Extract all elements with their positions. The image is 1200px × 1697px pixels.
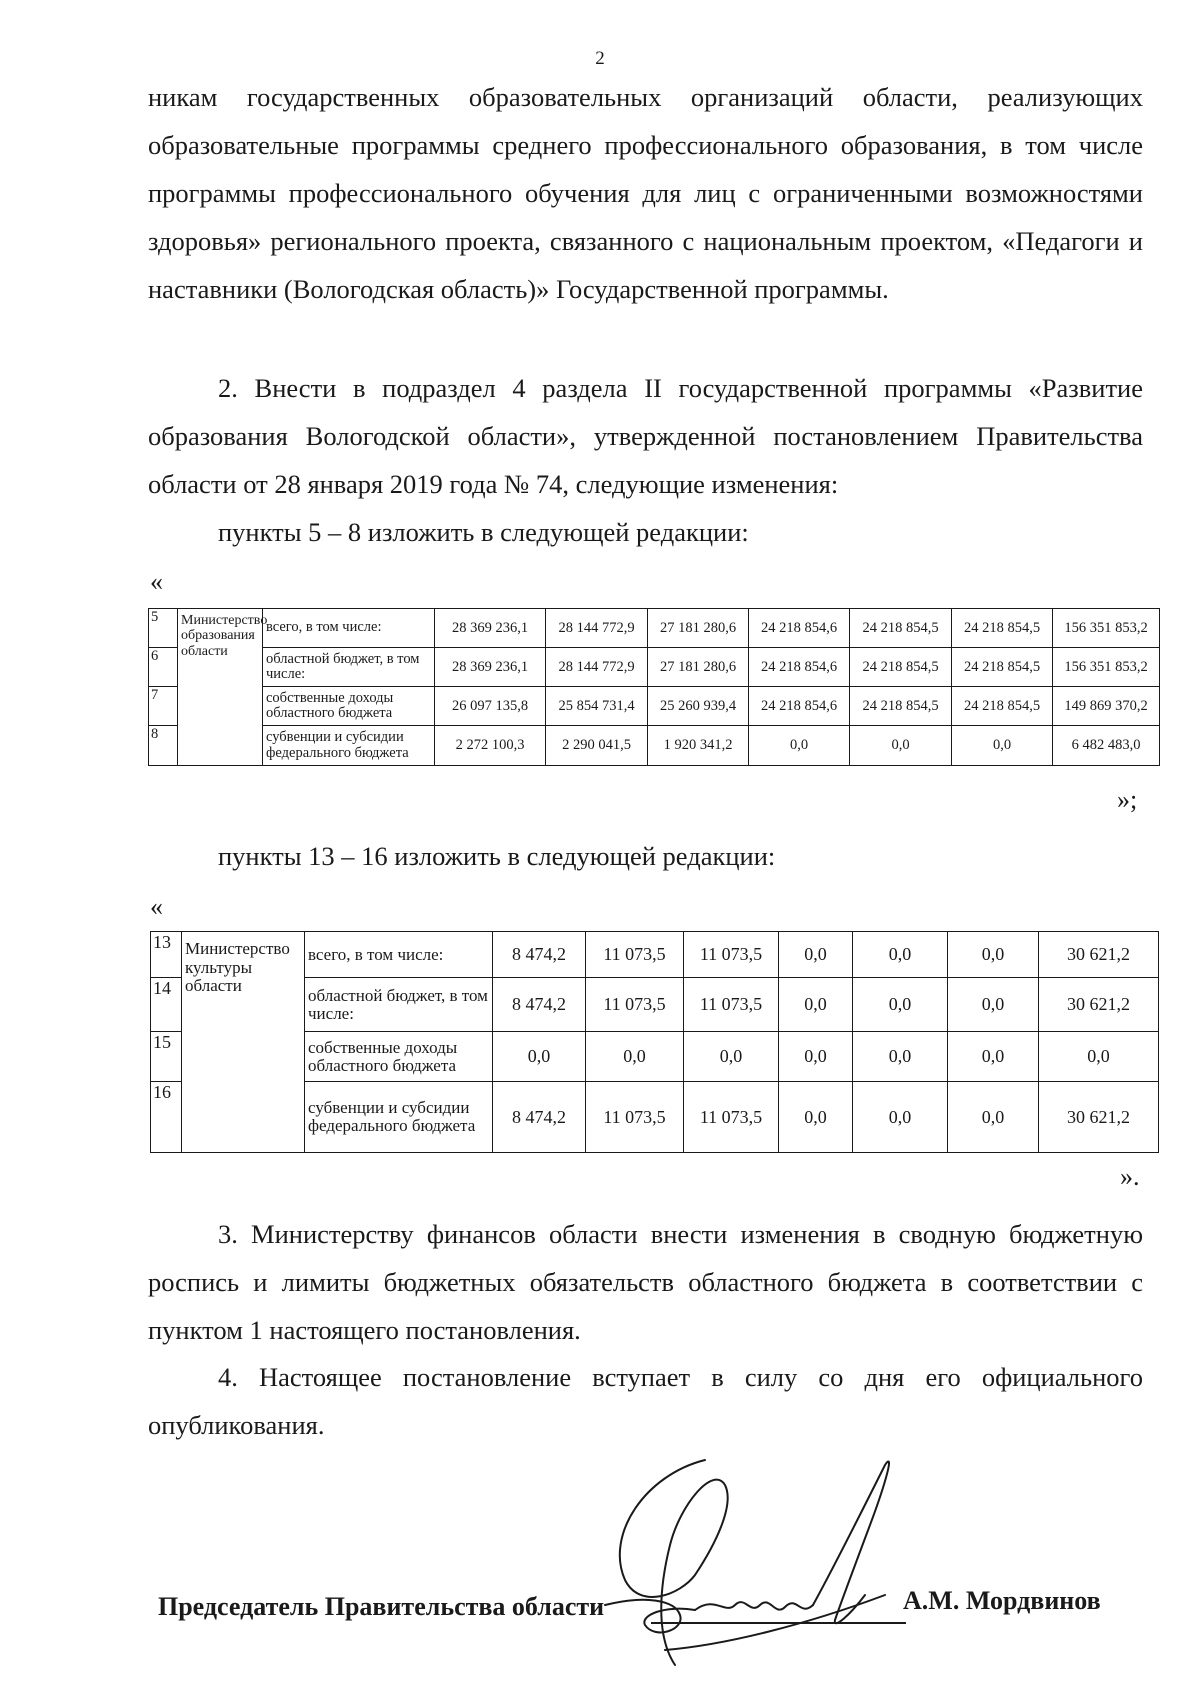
value-cell: 8 474,2 bbox=[493, 932, 586, 978]
row-label: всего, в том числе: bbox=[263, 609, 435, 648]
row-label: областной бюджет, в том числе: bbox=[305, 978, 493, 1032]
table-points-5-8 bbox=[148, 608, 1160, 766]
value-cell: 0,0 bbox=[779, 978, 853, 1032]
value-cell: 11 073,5 bbox=[586, 1082, 684, 1153]
value-cell: 30 621,2 bbox=[1039, 932, 1159, 978]
value-cell: 24 218 854,6 bbox=[749, 687, 850, 726]
value-cell: 0,0 bbox=[684, 1032, 779, 1082]
value-cell: 27 181 280,6 bbox=[648, 648, 749, 687]
table-row bbox=[149, 726, 1160, 766]
signature-stroke bbox=[620, 1460, 728, 1665]
row-number: 8 bbox=[149, 726, 178, 766]
organization-cell: Министерство культуры области bbox=[182, 932, 305, 1153]
value-cell: 0,0 bbox=[853, 1032, 948, 1082]
table-row bbox=[149, 609, 1160, 648]
row-label: областной бюджет, в том числе: bbox=[263, 648, 435, 687]
value-cell: 0,0 bbox=[853, 978, 948, 1032]
value-cell: 0,0 bbox=[948, 1082, 1039, 1153]
open-quote-b: « bbox=[150, 892, 163, 921]
value-cell: 0,0 bbox=[948, 978, 1039, 1032]
row-number: 5 bbox=[149, 609, 178, 648]
value-cell: 28 369 236,1 bbox=[435, 648, 546, 687]
value-cell: 30 621,2 bbox=[1039, 978, 1159, 1032]
close-quote-a: »; bbox=[1117, 785, 1138, 814]
value-cell: 25 854 731,4 bbox=[546, 687, 648, 726]
value-cell: 0,0 bbox=[850, 726, 952, 766]
handwritten-signature bbox=[585, 1445, 955, 1695]
signature-stroke bbox=[695, 1602, 813, 1610]
value-cell: 0,0 bbox=[586, 1032, 684, 1082]
value-cell: 11 073,5 bbox=[684, 1082, 779, 1153]
value-cell: 28 369 236,1 bbox=[435, 609, 546, 648]
value-cell: 0,0 bbox=[779, 932, 853, 978]
value-cell: 2 272 100,3 bbox=[435, 726, 546, 766]
value-cell: 24 218 854,6 bbox=[749, 609, 850, 648]
value-cell: 25 260 939,4 bbox=[648, 687, 749, 726]
value-cell: 0,0 bbox=[948, 932, 1039, 978]
row-label: субвенции и субсидии федерального бюджета bbox=[263, 726, 435, 766]
value-cell: 8 474,2 bbox=[493, 1082, 586, 1153]
row-number: 6 bbox=[149, 648, 178, 687]
table-row bbox=[151, 932, 1159, 978]
value-cell: 24 218 854,6 bbox=[749, 648, 850, 687]
value-cell: 8 474,2 bbox=[493, 978, 586, 1032]
page-number: 2 bbox=[595, 48, 605, 69]
row-number: 14 bbox=[151, 978, 182, 1032]
close-quote-b: ». bbox=[1120, 1162, 1140, 1191]
value-cell: 0,0 bbox=[779, 1082, 853, 1153]
value-cell: 0,0 bbox=[779, 1032, 853, 1082]
row-label: собственные доходы областного бюджета bbox=[263, 687, 435, 726]
value-cell: 2 290 041,5 bbox=[546, 726, 648, 766]
table-row bbox=[149, 687, 1160, 726]
paragraph-points-13-16: пункты 13 – 16 изложить в следующей редакции: bbox=[218, 841, 776, 871]
value-cell: 156 351 853,2 bbox=[1053, 609, 1160, 648]
row-number: 15 bbox=[151, 1032, 182, 1082]
value-cell: 0,0 bbox=[749, 726, 850, 766]
organization-cell: Министерство образования области bbox=[178, 609, 263, 766]
row-number: 13 bbox=[151, 932, 182, 978]
value-cell: 11 073,5 bbox=[586, 978, 684, 1032]
value-cell: 24 218 854,5 bbox=[850, 687, 952, 726]
row-number: 7 bbox=[149, 687, 178, 726]
row-label: собственные доходы областного бюджета bbox=[305, 1032, 493, 1082]
value-cell: 24 218 854,5 bbox=[952, 609, 1053, 648]
paragraph-continuation: никам государственных образовательных организаций области, реализующих образовательные программы среднего профессионального образования, в том числе программы профессионального обучения для лиц с ограниченными возможностями здоровья» регионального проекта, связанного с национальным проектом, «Педагоги и наставники (Вологодская область)» Государственной программы. bbox=[148, 82, 1143, 304]
paragraph-item-4: 4. Настоящее постановление вступает в силу со дня его официального опубликования. bbox=[148, 1362, 1143, 1440]
signatory-name: А.М. Мордвинов bbox=[903, 1586, 1101, 1615]
open-quote-a: « bbox=[150, 567, 163, 596]
signature-stroke bbox=[605, 1600, 695, 1633]
value-cell: 28 144 772,9 bbox=[546, 648, 648, 687]
row-label: всего, в том числе: bbox=[305, 932, 493, 978]
value-cell: 11 073,5 bbox=[684, 978, 779, 1032]
paragraph-points-5-8: пункты 5 – 8 изложить в следующей редакции: bbox=[218, 517, 749, 547]
value-cell: 0,0 bbox=[853, 1082, 948, 1153]
signatory-position: Председатель Правительства области bbox=[158, 1592, 605, 1621]
value-cell: 0,0 bbox=[493, 1032, 586, 1082]
value-cell: 11 073,5 bbox=[684, 932, 779, 978]
row-label: субвенции и субсидии федерального бюджета bbox=[305, 1082, 493, 1153]
value-cell: 28 144 772,9 bbox=[546, 609, 648, 648]
table-row bbox=[149, 648, 1160, 687]
paragraph-item-2: 2. Внести в подраздел 4 раздела II государственной программы «Развитие образования Вологодской области», утвержденной постановлением Правительства области от 28 января 2019 года № 74, следующие изменения: bbox=[148, 373, 1143, 499]
value-cell: 30 621,2 bbox=[1039, 1082, 1159, 1153]
value-cell: 0,0 bbox=[952, 726, 1053, 766]
value-cell: 0,0 bbox=[1039, 1032, 1159, 1082]
signature-stroke bbox=[813, 1461, 889, 1623]
value-cell: 24 218 854,5 bbox=[952, 687, 1053, 726]
value-cell: 0,0 bbox=[853, 932, 948, 978]
value-cell: 156 351 853,2 bbox=[1053, 648, 1160, 687]
value-cell: 24 218 854,5 bbox=[952, 648, 1053, 687]
row-number: 16 bbox=[151, 1082, 182, 1153]
value-cell: 24 218 854,5 bbox=[850, 609, 952, 648]
value-cell: 1 920 341,2 bbox=[648, 726, 749, 766]
signature-line bbox=[651, 1622, 906, 1624]
value-cell: 26 097 135,8 bbox=[435, 687, 546, 726]
value-cell: 6 482 483,0 bbox=[1053, 726, 1160, 766]
value-cell: 149 869 370,2 bbox=[1053, 687, 1160, 726]
value-cell: 24 218 854,5 bbox=[850, 648, 952, 687]
value-cell: 11 073,5 bbox=[586, 932, 684, 978]
table-points-13-16 bbox=[150, 931, 1159, 1153]
value-cell: 0,0 bbox=[948, 1032, 1039, 1082]
paragraph-item-3: 3. Министерству финансов области внести изменения в сводную бюджетную роспись и лимиты бюджетных обязательств областного бюджета в соответствии с пунктом 1 настоящего постановления. bbox=[148, 1219, 1143, 1345]
value-cell: 27 181 280,6 bbox=[648, 609, 749, 648]
